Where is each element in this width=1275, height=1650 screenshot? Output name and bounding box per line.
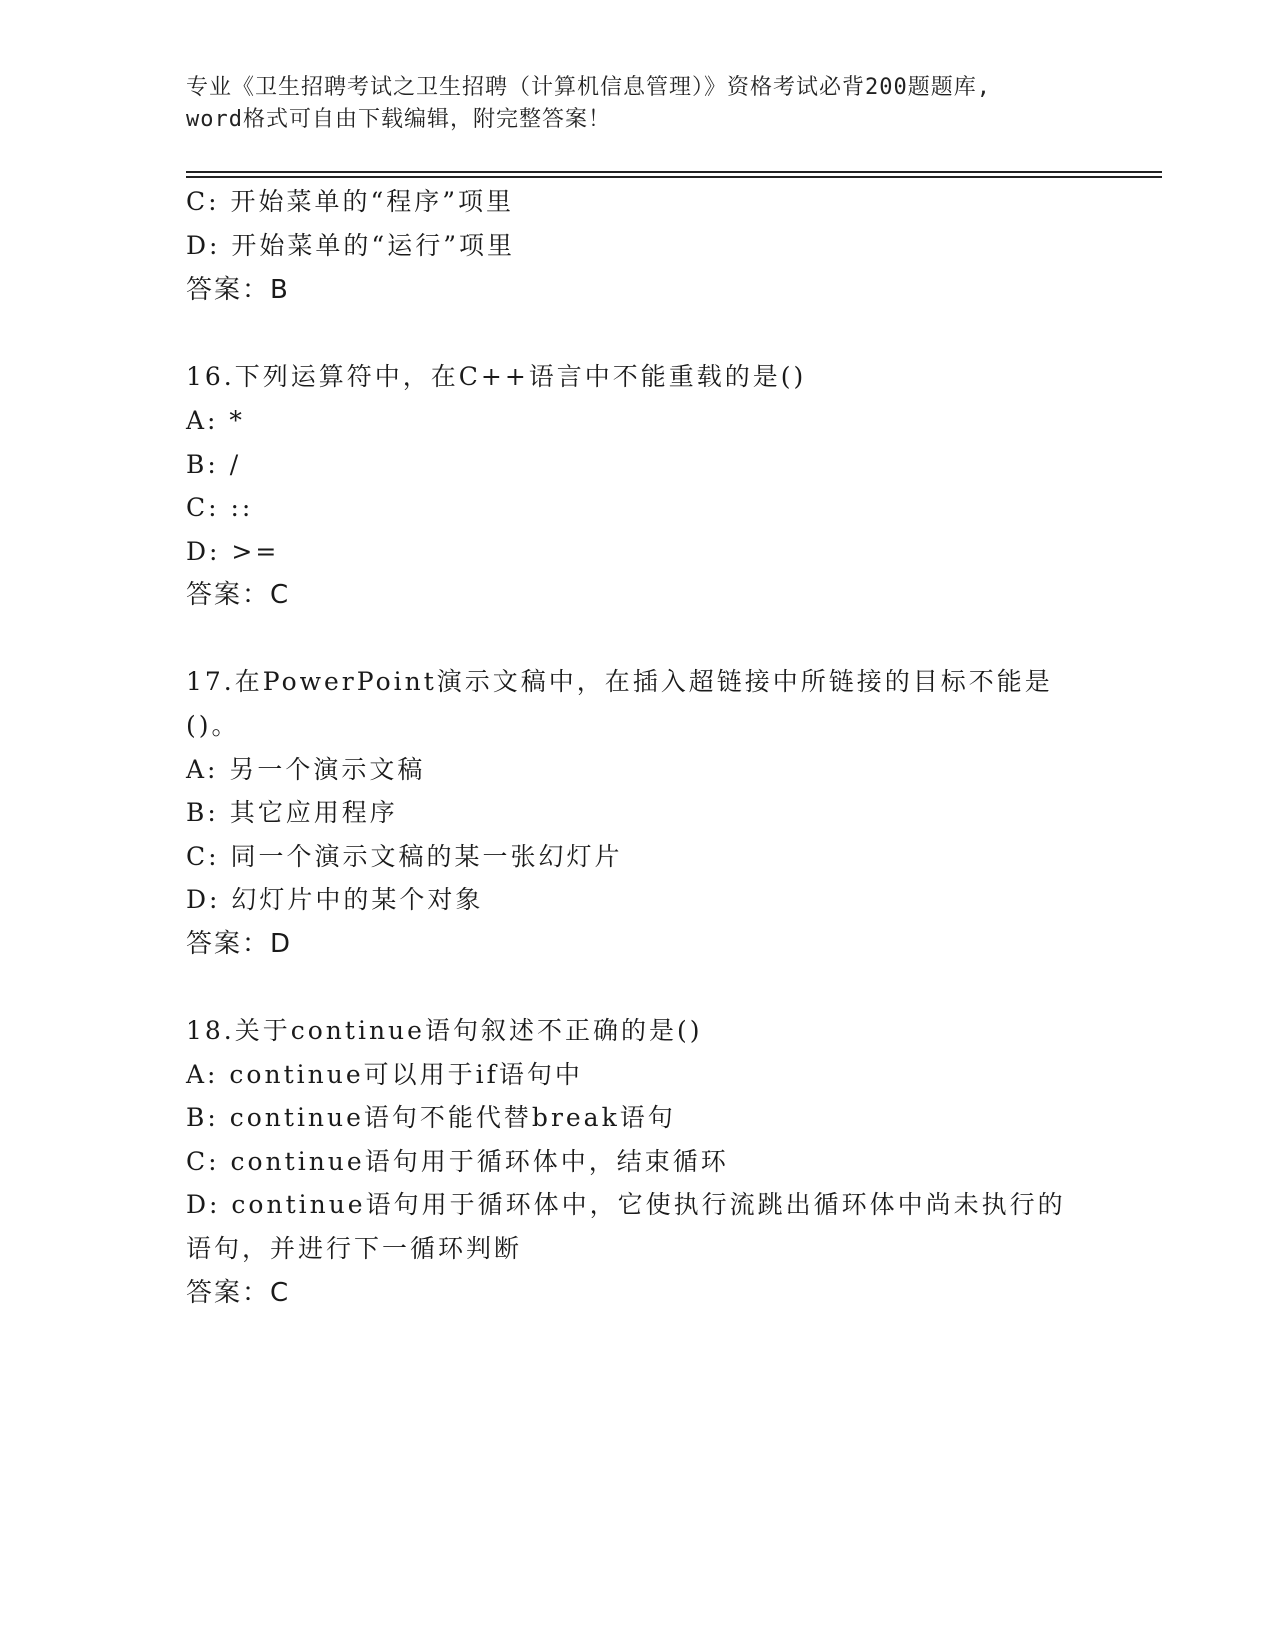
prev-answer: 答案：B [186, 275, 290, 305]
q16-option-c: C: :: [186, 493, 254, 522]
q16-stem: 16.下列运算符中，在C++语言中不能重载的是() [186, 362, 807, 391]
document-header [186, 72, 1166, 136]
q16-option-d: D: >= [186, 537, 280, 566]
q17-option-d: D: 幻灯片中的某个对象 [186, 885, 484, 914]
q18-option-a: A: continue可以用于if语句中 [186, 1060, 583, 1089]
q18-option-b: B: continue语句不能代替break语句 [186, 1103, 676, 1132]
prev-option-d: D: 开始菜单的“运行”项里 [186, 231, 515, 260]
q17-answer: 答案：D [186, 929, 293, 959]
q17-option-a: A: 另一个演示文稿 [186, 755, 426, 784]
q16-answer: 答案：C [186, 580, 291, 610]
q18-stem: 18.关于continue语句叙述不正确的是() [186, 1016, 703, 1045]
q17-stem-line2: ()。 [186, 711, 240, 740]
q17-option-b: B: 其它应用程序 [186, 798, 398, 827]
q18-option-d-line1: D: continue语句用于循环体中，它使执行流跳出循环体中尚未执行的 [186, 1190, 1066, 1219]
q16-option-b: B: / [186, 450, 242, 479]
q18-option-d-line2: 语句，并进行下一循环判断 [186, 1234, 523, 1263]
prev-option-c: C: 开始菜单的“程序”项里 [186, 187, 515, 216]
q16-option-a: A: * [186, 406, 245, 435]
header-title-line2: word格式可自由下载编辑，附完整答案！ [186, 107, 611, 132]
q17-option-c: C: 同一个演示文稿的某一张幻灯片 [186, 842, 623, 871]
q17-stem-line1: 17.在PowerPoint演示文稿中，在插入超链接中所链接的目标不能是 [186, 667, 1053, 696]
q18-option-c: C: continue语句用于循环体中，结束循环 [186, 1147, 729, 1176]
header-divider-top [186, 171, 1162, 173]
header-title-line1: 专业《卫生招聘考试之卫生招聘（计算机信息管理）》资格考试必背200题题库, [186, 75, 991, 100]
header-divider-bottom [186, 176, 1162, 178]
q18-answer: 答案：C [186, 1278, 291, 1308]
